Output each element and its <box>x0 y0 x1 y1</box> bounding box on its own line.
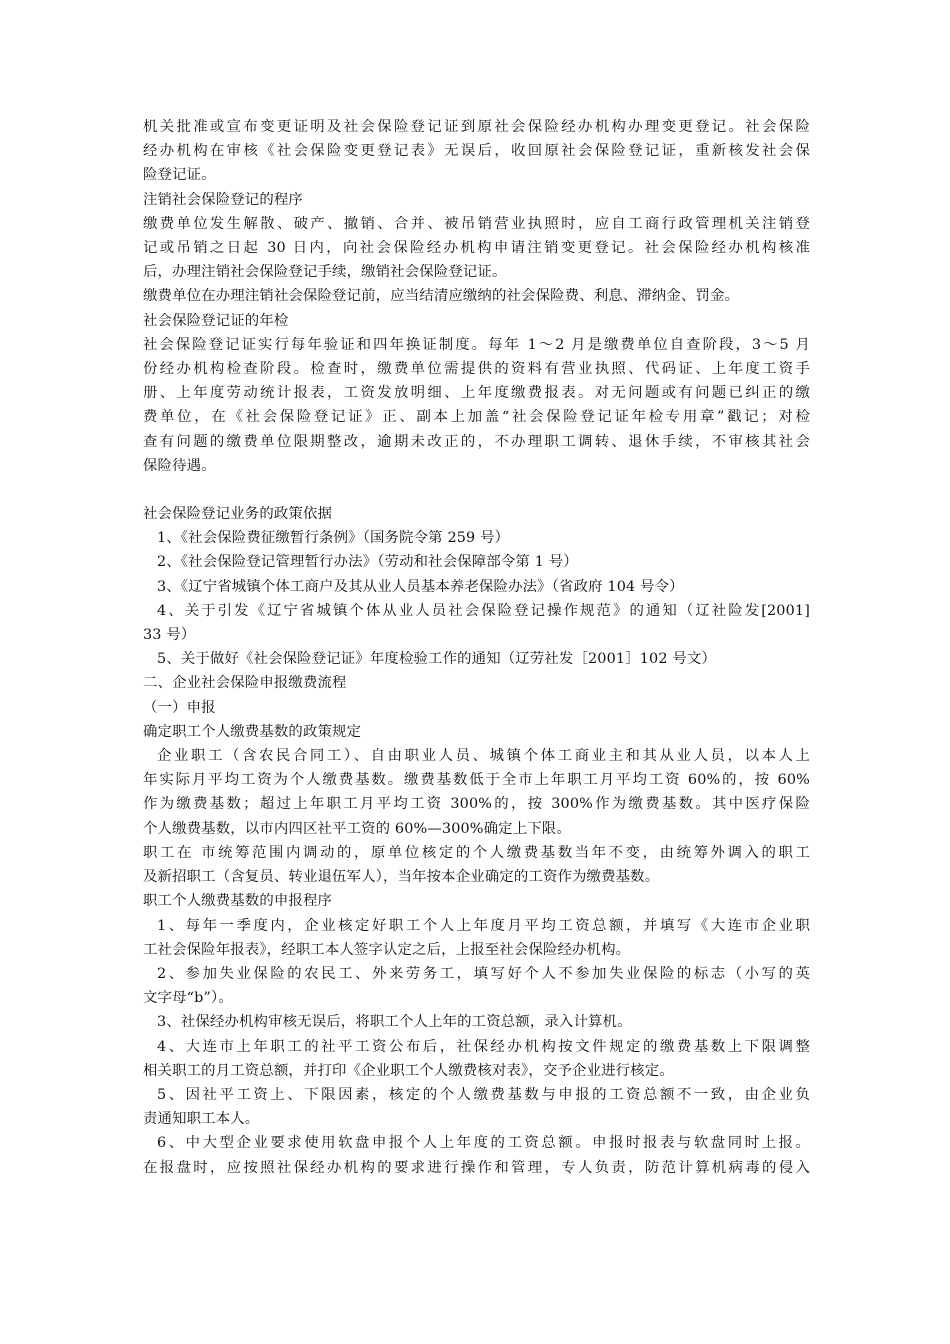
list-item: 6、中大型企业要求使用软盘申报个人上年度的工资总额。申报时报表与软盘同时上报。 <box>157 1135 810 1152</box>
list-item-continuation: 责通知职工本人。 <box>143 1111 260 1128</box>
section-heading: 社会保险登记证的年检 <box>143 312 289 329</box>
text-line: 机关批准或宣布变更证明及社会保险登记证到原社会保险经办机构办理变更登记。社会保险 <box>143 119 810 135</box>
text-line: 及新招职工（含复员、转业退伍军人），当年按本企业确定的工资作为缴费基数。 <box>143 869 660 886</box>
text-line: 社会保险登记证实行每年验证和四年换证制度。每年 1～2 月是缴费单位自查阶段，3～5 月 <box>143 336 810 353</box>
section-heading: 确定职工个人缴费基数的政策规定 <box>143 723 362 740</box>
list-item-continuation: 工社会保险年报表》，经职工本人签字认定之后，上报至社会保险经办机构。 <box>143 941 631 958</box>
text-line: 缴费单位在办理注销社会保险登记前，应当结清应缴纳的社会保险费、利息、滞纳金、罚金。 <box>143 288 740 305</box>
list-item: 2、《社会保险登记管理暂行办法》（劳动和社会保障部令第 1 号） <box>157 554 578 571</box>
list-item-continuation: 相关职工的月工资总额，并打印《企业职工个人缴费核对表》，交予企业进行核定。 <box>143 1062 674 1079</box>
section-heading: 职工个人缴费基数的申报程序 <box>143 893 333 910</box>
list-item: 2、参加失业保险的农民工、外来劳务工，填写好个人不参加失业保险的标志（小写的英 <box>157 965 810 982</box>
blank-line <box>143 478 810 502</box>
list-item: 1、《社会保险费征缴暂行条例》（国务院令第 259 号） <box>157 530 510 547</box>
text-line: 在报盘时，应按照社保经办机构的要求进行操作和管理，专人负责，防范计算机病毒的侵入 <box>143 1159 810 1176</box>
text-line: 保险待遇。 <box>143 457 216 474</box>
section-heading: 注销社会保险登记的程序 <box>143 191 303 208</box>
text-line: 份经办机构检查阶段。检查时，缴费单位需提供的资料有营业执照、代码证、上年度工资手 <box>143 361 810 378</box>
text-line: 费单位，在《社会保险登记证》正、副本上加盖“社会保险登记证年检专用章”戳记；对检 <box>143 409 810 426</box>
list-item: 5、因社平工资上、下限因素，核定的个人缴费基数与申报的工资总额不一致，由企业负 <box>157 1086 810 1103</box>
text-line: 经办机构在审核《社会保险变更登记表》无误后，收回原社会保险登记证，重新核发社会保 <box>143 143 810 160</box>
text-line: 缴费单位发生解散、破产、撤销、合并、被吊销营业执照时，应自工商行政管理机关注销登 <box>143 215 810 232</box>
list-item: 5、关于做好《社会保险登记证》年度检验工作的通知（辽劳社发［2001］102 号文） <box>157 651 717 668</box>
section-heading: 二、企业社会保险申报缴费流程 <box>143 675 347 692</box>
text-line: 册、上年度劳动统计报表，工资发放明细、上年度缴费报表。对无问题或有问题已纠正的缴 <box>143 385 810 402</box>
text-line: 职工在 市统筹范围内调动的，原单位核定的个人缴费基数当年不变，由统筹外调入的职工 <box>143 844 810 861</box>
document-body <box>143 115 810 1180</box>
text-line: 查有问题的缴费单位限期整改，逾期未改正的，不办理职工调转、退休手续，不审核其社会 <box>143 433 810 450</box>
text-line: 记或吊销之日起 30 日内，向社会保险经办机构申请注销变更登记。社会保险经办机构核准 <box>143 240 810 257</box>
section-heading: 社会保险登记业务的政策依据 <box>143 506 333 523</box>
list-item: 4、关于引发《辽宁省城镇个体从业人员社会保险登记操作规范》的通知（辽社险发[2001] <box>157 602 810 619</box>
list-item: 3、《辽宁省城镇个体工商户及其从业人员基本养老保险办法》（省政府 104 号令） <box>157 578 684 595</box>
text-line: 作为缴费基数；超过上年职工月平均工资 300%的，按 300%作为缴费基数。其中医疗保险 <box>143 796 810 813</box>
text-line: 年实际月平均工资为个人缴费基数。缴费基数低于全市上年职工月平均工资 60%的，按 60% <box>143 772 810 789</box>
list-item-continuation: 文字母“b”）。 <box>143 990 233 1007</box>
text-line: 后，办理注销社会保险登记手续，缴销社会保险登记证。 <box>143 264 507 281</box>
list-item: 3、社保经办机构审核无误后，将职工个人上年的工资总额，录入计算机。 <box>157 1014 632 1031</box>
list-item: 4、大连市上年职工的社平工资公布后，社保经办机构按文件规定的缴费基数上下限调整 <box>157 1038 810 1055</box>
text-line: 个人缴费基数，以市内四区社平工资的 60%—300%确定上下限。 <box>143 820 571 837</box>
text-line: 企业职工（含农民合同工）、自由职业人员、城镇个体工商业主和其从业人员，以本人上 <box>157 748 810 765</box>
subsection-heading: （一）申报 <box>143 699 216 716</box>
text-line: 险登记证。 <box>143 167 216 184</box>
list-item-continuation: 33 号） <box>143 627 196 644</box>
list-item: 1、每年一季度内，企业核定好职工个人上年度月平均工资总额，并填写《大连市企业职 <box>157 917 810 934</box>
